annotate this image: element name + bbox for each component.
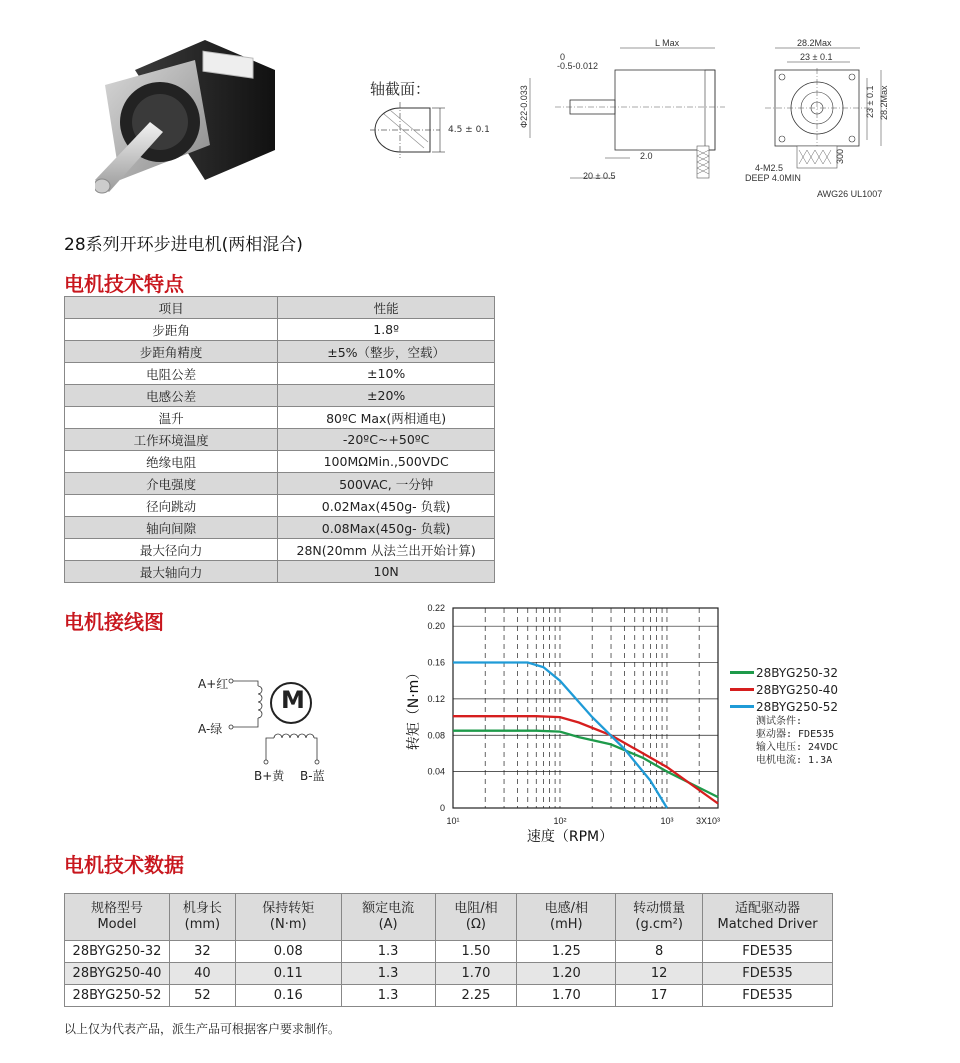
test-condition-line: 测试条件: (756, 716, 803, 727)
data-cell: FDE535 (703, 941, 833, 963)
chart-legend (730, 664, 930, 767)
wiring-section-title: 电机接线图 (64, 610, 164, 634)
feature-item-cell: 绝缘电阻 (65, 451, 278, 473)
svg-text:4-M2.5: 4-M2.5 (755, 163, 784, 173)
feature-item-cell: 介电强度 (65, 473, 278, 495)
svg-text:Φ22-0.033: Φ22-0.033 (519, 85, 529, 128)
feature-item-cell: 最大径向力 (65, 539, 278, 561)
feature-item-cell: 径向跳动 (65, 495, 278, 517)
features-row (65, 495, 495, 517)
wire-b-plus-label: B+黄 (254, 769, 285, 783)
feature-item-cell: 步距角精度 (65, 341, 278, 363)
feature-value-cell: 性能 (278, 297, 495, 319)
data-cell: 1.20 (517, 963, 616, 985)
svg-text:28.2Max: 28.2Max (797, 38, 832, 48)
features-row (65, 363, 495, 385)
y-tick-label: 0.22 (427, 603, 445, 613)
svg-text:20 ± 0.5: 20 ± 0.5 (583, 171, 616, 181)
svg-text:DEEP 4.0MIN: DEEP 4.0MIN (745, 173, 801, 183)
feature-value-cell: 10N (278, 561, 495, 583)
y-tick-label: 0 (439, 803, 445, 813)
svg-text:-0.5-0.012: -0.5-0.012 (557, 61, 599, 71)
y-tick-label: 0.04 (427, 766, 445, 777)
data-cell: 28BYG250-40 (65, 963, 170, 985)
features-row (65, 473, 495, 495)
feature-value-cell: ±10% (278, 363, 495, 385)
svg-text:300: 300 (835, 148, 845, 164)
data-cell: 17 (616, 985, 703, 1007)
x-tick-label: 3X10³ (695, 816, 721, 826)
data-cell: FDE535 (703, 985, 833, 1007)
data-column-header: 电感/相 (mH) (517, 894, 616, 941)
features-row (65, 561, 495, 583)
svg-text:L Max: L Max (655, 38, 680, 48)
svg-text:2.0: 2.0 (640, 151, 653, 161)
feature-value-cell: -20ºC~+50ºC (278, 429, 495, 451)
motor-product-image (95, 30, 285, 205)
side-view-drawing (515, 38, 740, 198)
legend-entry (730, 664, 930, 681)
data-cell: 52 (169, 985, 235, 1007)
feature-value-cell: 28N(20mm 从法兰出开始计算) (278, 539, 495, 561)
features-row (65, 451, 495, 473)
product-title: 28系列开环步进电机(两相混合) (64, 235, 303, 255)
features-row (65, 407, 495, 429)
features-table (64, 296, 495, 583)
motor-symbol-label: M (281, 686, 305, 714)
x-axis-label: 速度（RPM） (526, 829, 614, 845)
x-tick-label: 10¹ (446, 816, 460, 826)
data-cell: FDE535 (703, 963, 833, 985)
data-cell: 1.50 (435, 941, 517, 963)
data-row (65, 985, 833, 1007)
features-row (65, 429, 495, 451)
features-row (65, 385, 495, 407)
data-cell: 2.25 (435, 985, 517, 1007)
legend-swatch (730, 688, 754, 691)
feature-item-cell: 步距角 (65, 319, 278, 341)
feature-value-cell: 80ºC Max(两相通电) (278, 407, 495, 429)
feature-item-cell: 最大轴向力 (65, 561, 278, 583)
data-column-header: 额定电流 (A) (341, 894, 435, 941)
feature-value-cell: ±20% (278, 385, 495, 407)
x-tick-label: 10³ (660, 816, 674, 826)
legend-label: 28BYG250-32 (756, 665, 838, 680)
test-condition-line: 电机电流: 1.3A (756, 755, 833, 766)
svg-text:AWG26 UL1007: AWG26 UL1007 (817, 189, 883, 199)
data-column-header: 电阻/相 (Ω) (435, 894, 517, 941)
feature-value-cell: 0.08Max(450g- 负载) (278, 517, 495, 539)
features-row (65, 341, 495, 363)
data-column-header: 规格型号 Model (65, 894, 170, 941)
legend-label: 28BYG250-40 (756, 682, 838, 697)
feature-item-cell: 温升 (65, 407, 278, 429)
feature-item-cell: 电阻公差 (65, 363, 278, 385)
data-cell: 1.70 (517, 985, 616, 1007)
data-section-title: 电机技术数据 (64, 853, 184, 877)
x-tick-label: 10² (553, 816, 567, 826)
data-cell: 40 (169, 963, 235, 985)
wire-a-minus-label: A-绿 (198, 722, 223, 736)
data-column-header: 保持转矩 (N·m) (235, 894, 341, 941)
data-cell: 0.16 (235, 985, 341, 1007)
svg-text:23 ± 0.1: 23 ± 0.1 (800, 52, 833, 62)
legend-swatch (730, 671, 754, 674)
data-cell: 28BYG250-32 (65, 941, 170, 963)
data-row (65, 963, 833, 985)
data-column-header: 适配驱动器 Matched Driver (703, 894, 833, 941)
features-row (65, 319, 495, 341)
data-cell: 28BYG250-52 (65, 985, 170, 1007)
features-row (65, 539, 495, 561)
data-cell: 12 (616, 963, 703, 985)
test-condition-line: 驱动器: FDE535 (756, 729, 835, 740)
y-axis-label: 转矩（N·m） (406, 665, 422, 751)
shaft-section-label: 轴截面： (370, 80, 431, 98)
data-row (65, 941, 833, 963)
data-cell: 1.3 (341, 941, 435, 963)
test-condition-line: 输入电压: 24VDC (756, 742, 839, 753)
y-tick-label: 0.20 (427, 621, 445, 632)
torque-chart (400, 598, 730, 848)
y-tick-label: 0.16 (427, 657, 445, 668)
data-cell: 1.70 (435, 963, 517, 985)
data-table (64, 893, 833, 1007)
legend-label: 28BYG250-52 (756, 699, 838, 714)
data-cell: 1.25 (517, 941, 616, 963)
data-column-header: 转动惯量 (g.cm²) (616, 894, 703, 941)
features-row (65, 517, 495, 539)
svg-text:23 ± 0.1: 23 ± 0.1 (865, 85, 875, 118)
data-cell: 1.3 (341, 985, 435, 1007)
data-cell: 0.11 (235, 963, 341, 985)
feature-item-cell: 轴向间隙 (65, 517, 278, 539)
feature-item-cell: 电感公差 (65, 385, 278, 407)
wire-b-minus-label: B-蓝 (300, 769, 325, 783)
y-tick-label: 0.12 (427, 693, 445, 704)
legend-entry (730, 681, 930, 698)
svg-text:28.2Max: 28.2Max (879, 85, 889, 120)
features-section-title: 电机技术特点 (64, 272, 184, 296)
feature-value-cell: ±5%（整步，空载） (278, 341, 495, 363)
feature-item-cell: 项目 (65, 297, 278, 319)
legend-swatch (730, 705, 754, 708)
data-column-header: 机身长 (mm) (169, 894, 235, 941)
data-cell: 0.08 (235, 941, 341, 963)
feature-value-cell: 500VAC, 一分钟 (278, 473, 495, 495)
features-header-row (65, 297, 495, 319)
data-cell: 1.3 (341, 963, 435, 985)
legend-entry (730, 698, 930, 715)
data-cell: 8 (616, 941, 703, 963)
feature-value-cell: 100MΩMin.,500VDC (278, 451, 495, 473)
feature-value-cell: 0.02Max(450g- 负载) (278, 495, 495, 517)
shaft-dim-label: 4.5 ± 0.1 (448, 125, 490, 135)
footnote: 以上仅为代表产品，派生产品可根据客户要求制作。 (64, 1022, 341, 1036)
front-view-drawing (735, 38, 915, 203)
svg-text:0: 0 (560, 52, 566, 62)
feature-item-cell: 工作环境温度 (65, 429, 278, 451)
data-cell: 32 (169, 941, 235, 963)
wire-a-plus-label: A+红 (198, 677, 229, 691)
feature-value-cell: 1.8º (278, 319, 495, 341)
y-tick-label: 0.08 (427, 730, 445, 741)
